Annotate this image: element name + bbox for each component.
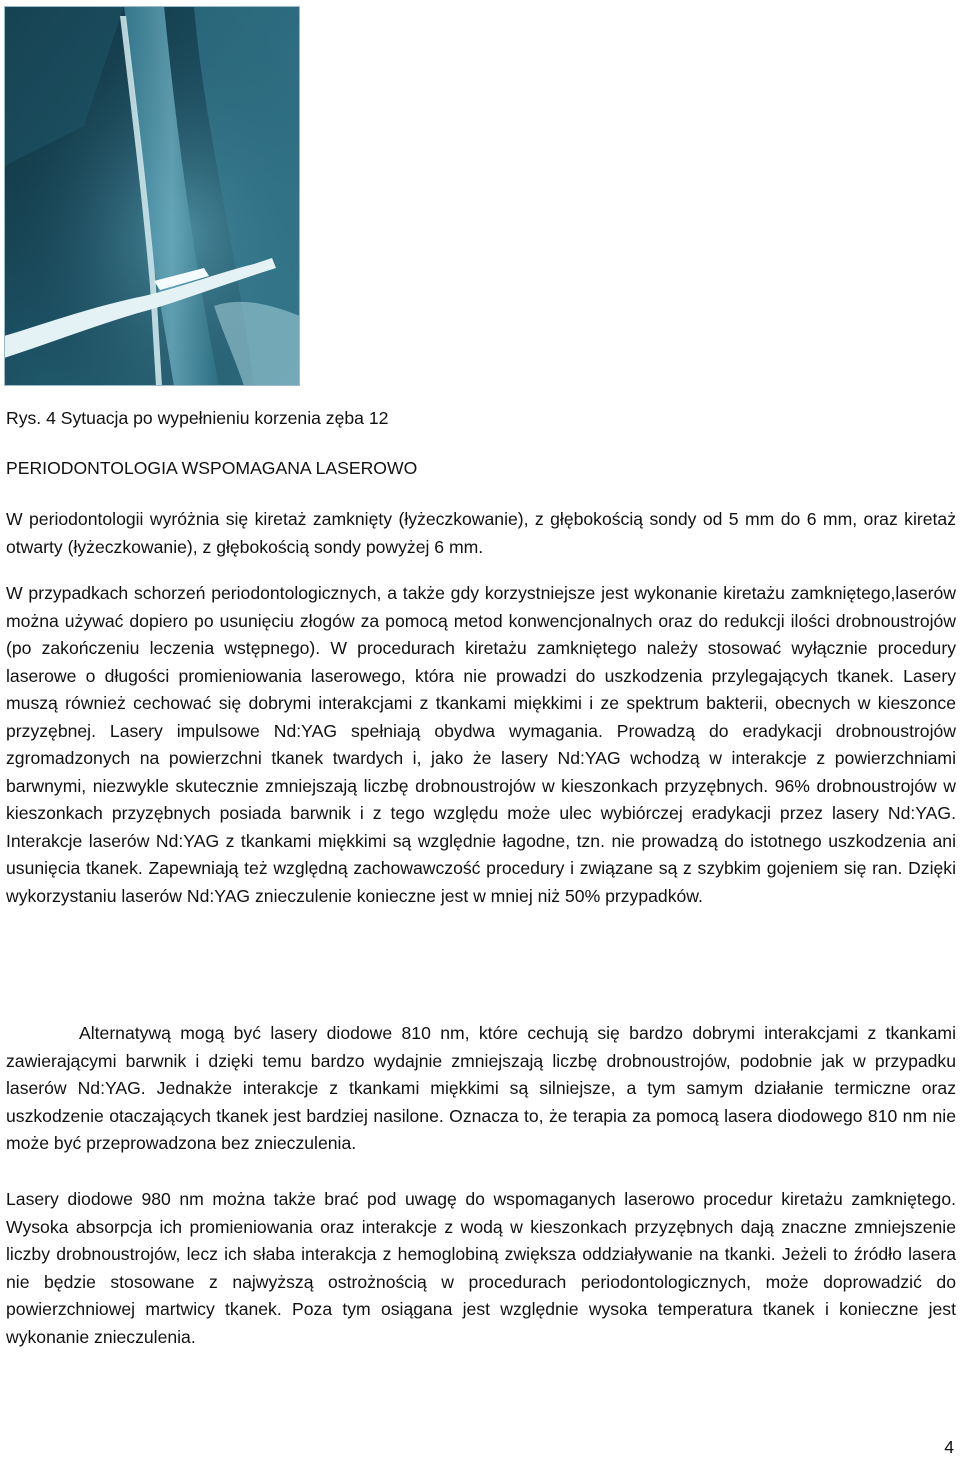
figure-caption: Rys. 4 Sytuacja po wypełnieniu korzenia zęba 12: [6, 408, 389, 428]
section-heading: PERIODONTOLOGIA WSPOMAGANA LASEROWO: [6, 458, 418, 478]
xray-illustration: [4, 6, 300, 386]
paragraph-nd-yag-lasers: W przypadkach schorzeń periodontologicznych, a także gdy korzystniejsze jest wykonanie kiretażu zamkniętego,laserów można używać dopiero po usunięciu złogów za pomocą metod konwencjonalnych oraz do redukcji ilości drobnoustrojów (po zakończeniu leczenia wstępnego). W procedurach kiretażu zamkniętego należy stosować wyłącznie procedury laserowe o długości promieniowania laserowego, która nie prowadzi do uszkodzenia przylegających tkanek. Lasery muszą również cechować się dobrymi interakcjami z tkankami miękkimi i ze spektrum bakterii, obecnych w kieszonce przyzębnej. Lasery impulsowe Nd:YAG spełniają obydwa wymagania. Prowadzą do eradykacji drobnoustrojów zgromadzonych na powierzchni tkanek twardych i, jako że lasery Nd:YAG wchodzą w interakcje z powierzchniami barwnymi, niezwykle skutecznie zmniejszają liczbę drobnoustrojów w kieszonkach przyzębnych. 96% drobnoustrojów w kieszonkach przyzębnych posiada barwnik i z tego względu może ulec wybiórczej eradykacji przez lasery Nd:YAG. Interakcje laserów Nd:YAG z tkankami miękkimi są względnie łagodne, tzn. nie prowadzą do istotnego uszkodzenia ani usunięcia tkanek. Zapewniają też względną zachowawczość procedury i związane są z szybkim gojeniem się ran. Dzięki wykorzystaniu laserów Nd:YAG znieczulenie konieczne jest w mniej niż 50% przypadków.: [6, 583, 956, 906]
page-number: 4: [944, 1437, 954, 1457]
paragraph-curettage-definition: W periodontologii wyróżnia się kiretaż zamknięty (łyżeczkowanie), z głębokością sondy od 5 mm do 6 mm, oraz kiretaż otwarty (łyżeczkowanie), z głębokością sondy powyżej 6 mm.: [6, 509, 956, 557]
paragraph-diode-810nm: Alternatywą mogą być lasery diodowe 810 nm, które cechują się bardzo dobrymi interakcjami z tkankami zawierającymi barwnik i dzięki temu bardzo wydajnie zmniejszają liczbę drobnoustrojów, podobnie jak w przypadku laserów Nd:YAG. Jednakże interakcje z tkankami miękkimi są silniejsze, a tym samym działanie termiczne oraz uszkodzenie otaczających tkanek jest bardziej nasilone. Oznacza to, że terapia za pomocą lasera diodowego 810 nm nie może być przeprowadzona bez znieczulenia.: [6, 1023, 956, 1153]
root-canal-xray-image: [4, 6, 300, 386]
paragraph-diode-980nm: Lasery diodowe 980 nm można także brać pod uwagę do wspomaganych laserowo procedur kiretażu zamkniętego. Wysoka absorpcja ich promieniowania oraz interakcje z wodą w kieszonkach przyzębnych dają znaczne zmniejszenie liczby drobnoustrojów, lecz ich słaba interakcja z hemoglobiną zwiększa oddziaływanie na tkanki. Jeżeli to źródło lasera nie będzie stosowane z najwyższą ostrożnością w procedurach periodontologicznych, może doprowadzić do powierzchniowej martwicy tkanek. Poza tym osiągana jest względnie wysoka temperatura tkanek i konieczne jest wykonanie znieczulenia.: [6, 1189, 956, 1347]
